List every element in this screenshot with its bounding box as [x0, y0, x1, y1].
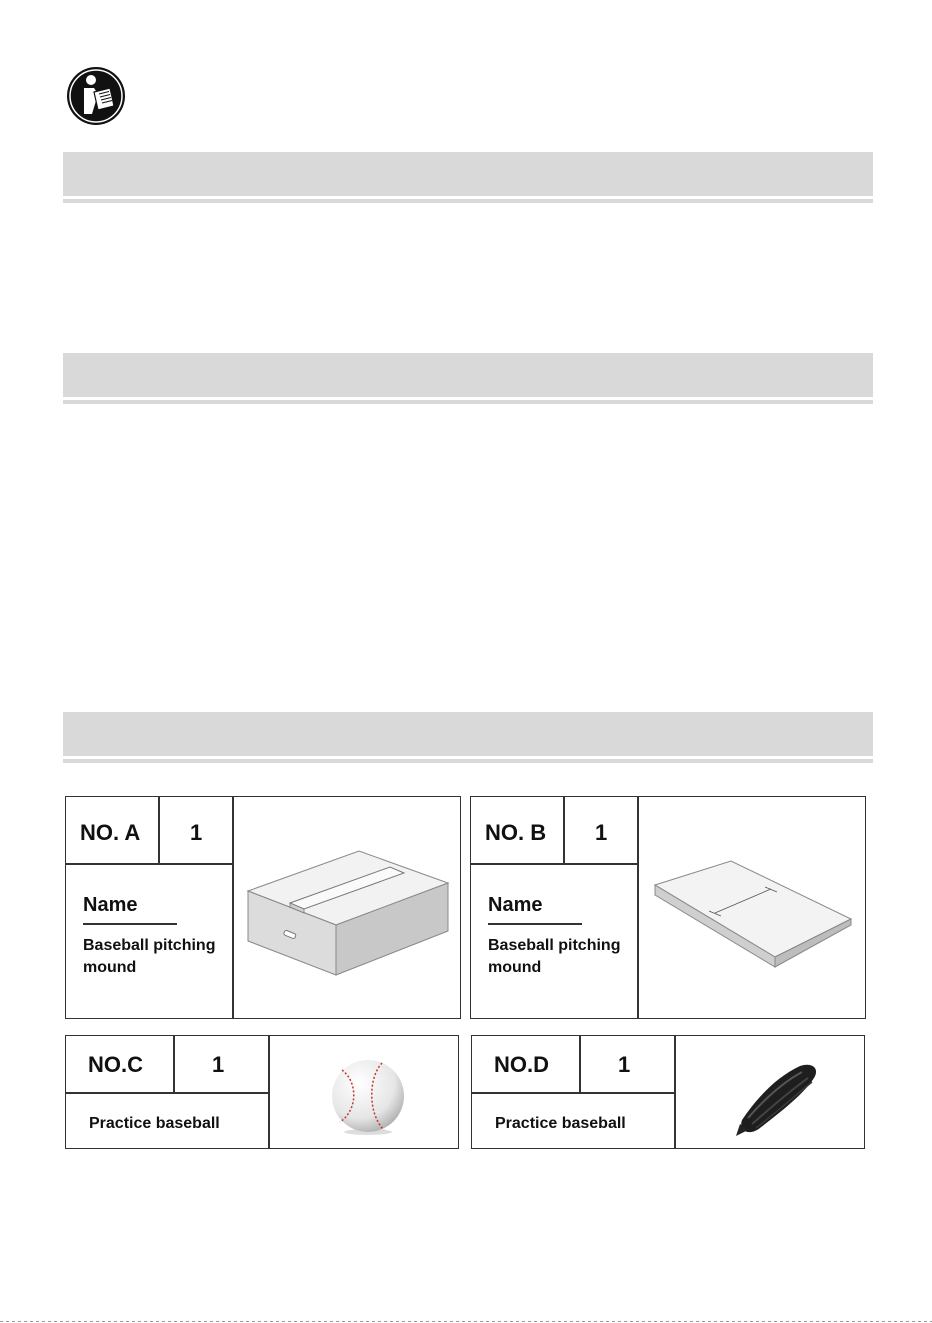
part-card-b — [470, 796, 866, 1019]
part-description: Practice baseball — [89, 1115, 220, 1132]
section-header-bar — [63, 712, 873, 759]
part-description: Baseball pitching mound — [488, 937, 621, 976]
part-card-a — [65, 796, 461, 1019]
strap-illustration — [734, 1058, 824, 1138]
part-quantity: 1 — [212, 1052, 225, 1077]
section-header-bar — [63, 353, 873, 400]
part-number: NO. B — [485, 820, 547, 845]
part-number: NO.C — [88, 1052, 143, 1077]
name-label: Name — [83, 894, 138, 916]
name-label: Name — [488, 894, 543, 916]
part-number: NO.D — [494, 1052, 549, 1077]
part-card-d — [471, 1035, 865, 1149]
baseball-illustration — [328, 1056, 408, 1136]
part-number: NO. A — [80, 820, 141, 845]
part-card-c — [65, 1035, 459, 1149]
mound-ramp-illustration — [651, 855, 861, 975]
part-quantity: 1 — [618, 1052, 631, 1077]
section-header-bar — [63, 152, 873, 199]
read-manual-icon — [66, 66, 126, 126]
part-quantity: 1 — [190, 820, 203, 845]
part-description: Practice baseball — [495, 1115, 626, 1132]
part-quantity: 1 — [595, 820, 608, 845]
mound-box-illustration — [246, 847, 456, 977]
part-description: Baseball pitching mound — [83, 937, 216, 976]
page-edge-dashes — [0, 1321, 932, 1322]
